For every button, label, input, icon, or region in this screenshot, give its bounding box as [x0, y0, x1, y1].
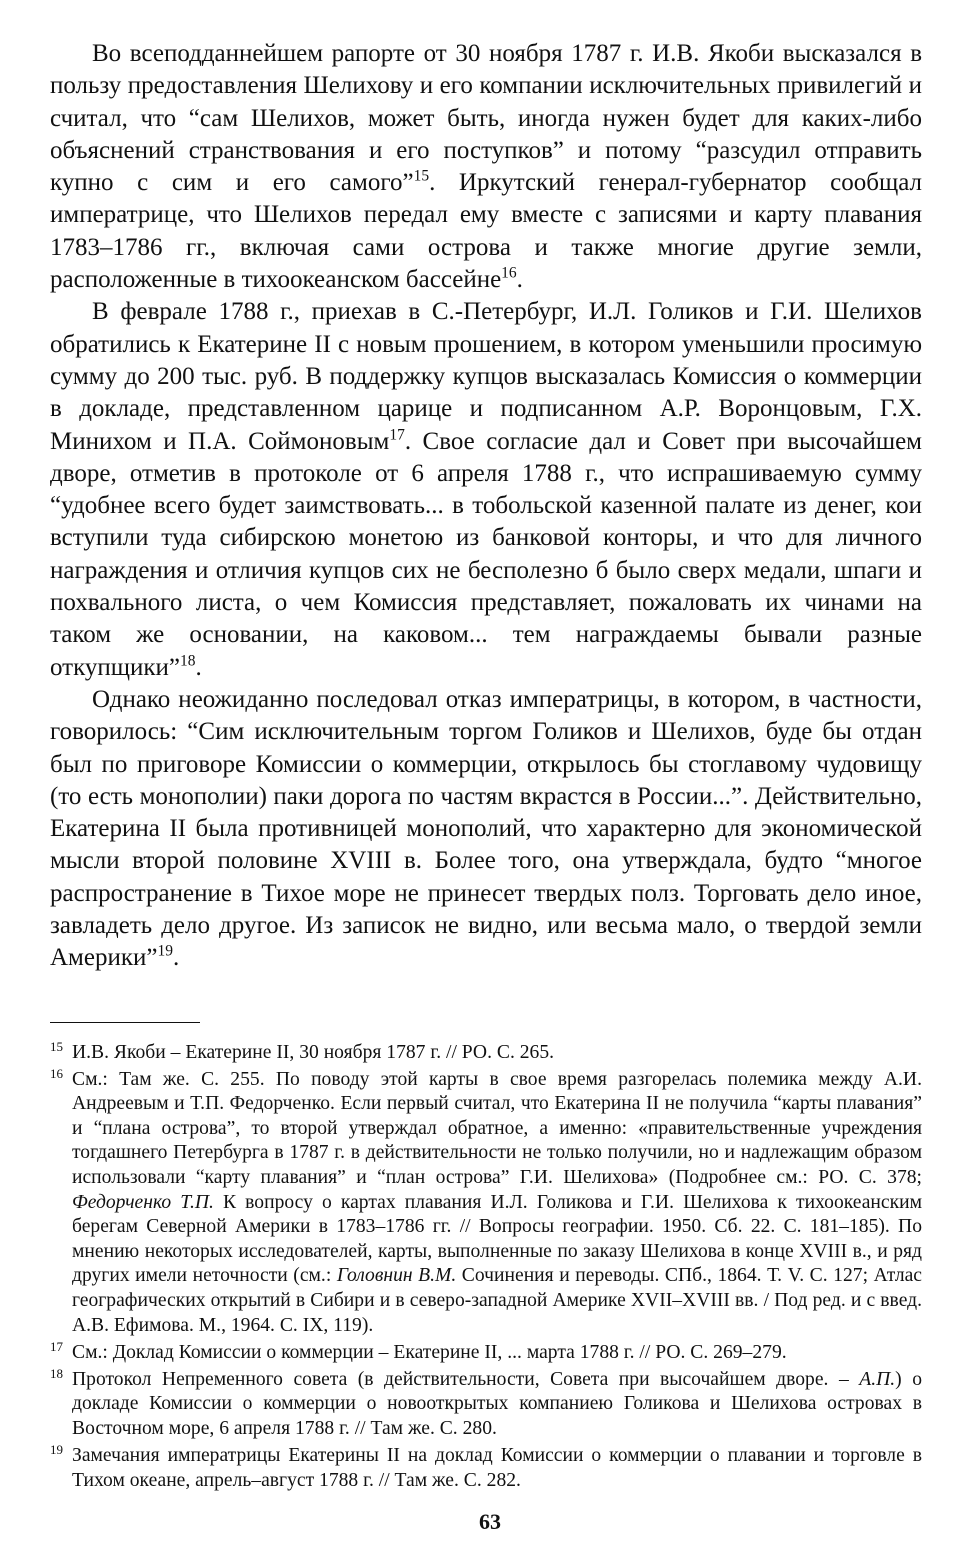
- page-number: 63: [479, 1509, 501, 1534]
- footnote-ref-15: 15: [413, 167, 430, 185]
- text-run: . Свое согласие дал и Совет при высочайшем дворе, отметив в протоколе от 6 апреля 1788 г., что испрашиваемую сумму “удобнее всего будет заимствовать... в тобольской казенной палате из денег, кои вступили туда сибирскою монетою из банковой конторы, и что для личного награждения и отличия купцов сих не бесполезно б было сверх медали, шпаги и похвального листа, о чем Комиссия представляет, пожаловать их чинами на таком же основании, на каковом... тем награждаемы бывали разные откупщики”: [50, 427, 923, 681]
- footnote-15: [50, 1038, 922, 1066]
- footnote-text: И.В. Якоби – Екатерине II, 30 ноября 1787 г. // РО. С. 265.: [72, 1041, 555, 1063]
- footnote-ref-16: 16: [501, 264, 517, 282]
- footnote-text: Замечания императрицы Екатерины II на доклад Комиссии о коммерции о плавании и торговле в Тихом океане, апрель–август 1788 г. // Там же. С. 282.: [72, 1445, 922, 1491]
- footnote-ref-19: 19: [157, 942, 173, 960]
- text-run: В феврале 1788 г., приехав в С.-Петербург, И.Л. Голиков и Г.И. Шелихов обратились к Екатерине II с новым прошением, в котором уменьшили просимую сумму до 200 тыс. руб. В поддержку купцов высказалась Комиссия о коммерции в докладе, представленном царице и подписанном А.Р. Воронцовым, Г.Х. Минихом и П.А. Соймоновым: [50, 298, 922, 455]
- author-name: Головнин В.М.: [336, 1265, 457, 1287]
- footnote-16: [50, 1065, 922, 1339]
- footnote-number: 18: [50, 1365, 63, 1381]
- text-run: .: [172, 944, 180, 972]
- book-page: [50, 38, 922, 1496]
- paragraph-2: [50, 296, 922, 684]
- footnote-divider: [50, 1022, 200, 1023]
- main-text: [50, 38, 922, 975]
- footnote-number: 19: [50, 1442, 63, 1458]
- text-run: .: [516, 266, 523, 294]
- text-run: .: [195, 653, 202, 681]
- footnotes: [50, 1038, 922, 1494]
- footnote-number: 17: [50, 1338, 63, 1354]
- text-run: . Иркутский генерал-губернатор сообщал императрице, что Шелихов передал ему вместе с записями и карту плавания 1783–1786 гг., включая сами острова и также многие другие земли, расположенные в тихоокеанском бассейне: [50, 169, 922, 294]
- footnote-text: Протокол Непременного совета (в действительности, Совета при высочайшем дворе. –: [72, 1368, 860, 1390]
- text-run: Однако неожиданно последовал отказ императрицы, в котором, в частности, говорилось: “Сим исключительным торгом Голиков и Шелихов, буде бы отдан был по приговоре Комиссии о коммерции, открылось бы стоглавому чудовищу (то есть монополии) паки дорога по частям вкрастся в России...”. Действительно, Екатерина II была противницей монополий, что характерно для экономической мысли второй половине XVIII в. Более того, она утверждала, будто “многое распространение в Тихое море не принесет твердых полз. Торговать дело иное, завладеть дело другое. Из записок не видно, или весьма мало, о твердой земли Америки”: [50, 685, 922, 972]
- footnote-number: 16: [50, 1065, 63, 1081]
- footnote-text: См.: Там же. С. 255. По поводу этой карты в свое время разгорелась полемика между А.И. Андреевым и Т.П. Федорченко. Если первый считал, что Екатерина II не получила “карты плавания” и “плана острова”, то второй утверждал обратное, а именно: «правительственные учреждения тогдашнего Петербурга в 1787 г. в действительности не только получили, но и надлежащим образом использовали “карту плавания” и “план острова” Г.И. Шелихова» (Подробнее см.: РО. С. 378;: [72, 1068, 922, 1189]
- footnote-text: К вопросу о картах плавания И.Л. Голикова и Г.И. Шелихова к тихоокеанским берегам Северной Америки в 1783–1786 гг. // Вопросы географии. 1950. Сб. 22. С. 181–185). По мнению некоторых исследователей, карты, выполненные по заказу Шелихова в конце XVIII в., и ряд других имели неточности (см.:: [72, 1191, 922, 1287]
- footnote-19: [50, 1444, 922, 1493]
- footnote-17: [50, 1338, 922, 1366]
- footnote-text: ) о докладе Комиссии о коммерции о новооткрытых компаниею Голикова и Шелихова островах в Восточном море, 6 апреля 1788 г. // Там же. С. 280.: [72, 1368, 922, 1440]
- author-initials: А.П.: [859, 1368, 896, 1390]
- footnote-ref-18: 18: [180, 652, 196, 670]
- paragraph-3: [50, 684, 922, 975]
- footnote-18: [50, 1365, 922, 1442]
- text-run: Во всеподданнейшем рапорте от 30 ноября 1787 г. И.В. Якоби высказался в пользу предоставления Шелихову и его компании исключительных привилегий и считал, что “сам Шелихов, может быть, иногда нужен будет для каких-либо объяснений странствования и его поступков” и потому “разсудил отправить купно с сим и его самого”: [50, 40, 922, 197]
- footnote-number: 15: [50, 1038, 63, 1054]
- paragraph-1: [50, 38, 922, 296]
- author-name: Федорченко Т.П.: [72, 1191, 214, 1213]
- footnote-ref-17: 17: [389, 426, 405, 444]
- footnote-text: Сочинения и переводы. СПб., 1864. Т. V. С. 127; Атлас географических открытий в Сибири и в северо-западной Америке XVII–XVIII вв. / Под ред. и с введ. А.В. Ефимова. М., 1964. С. IX, 119).: [72, 1265, 922, 1336]
- footnote-text: См.: Доклад Комиссии о коммерции – Екатерине II, ... марта 1788 г. // РО. С. 269–279.: [72, 1341, 787, 1363]
